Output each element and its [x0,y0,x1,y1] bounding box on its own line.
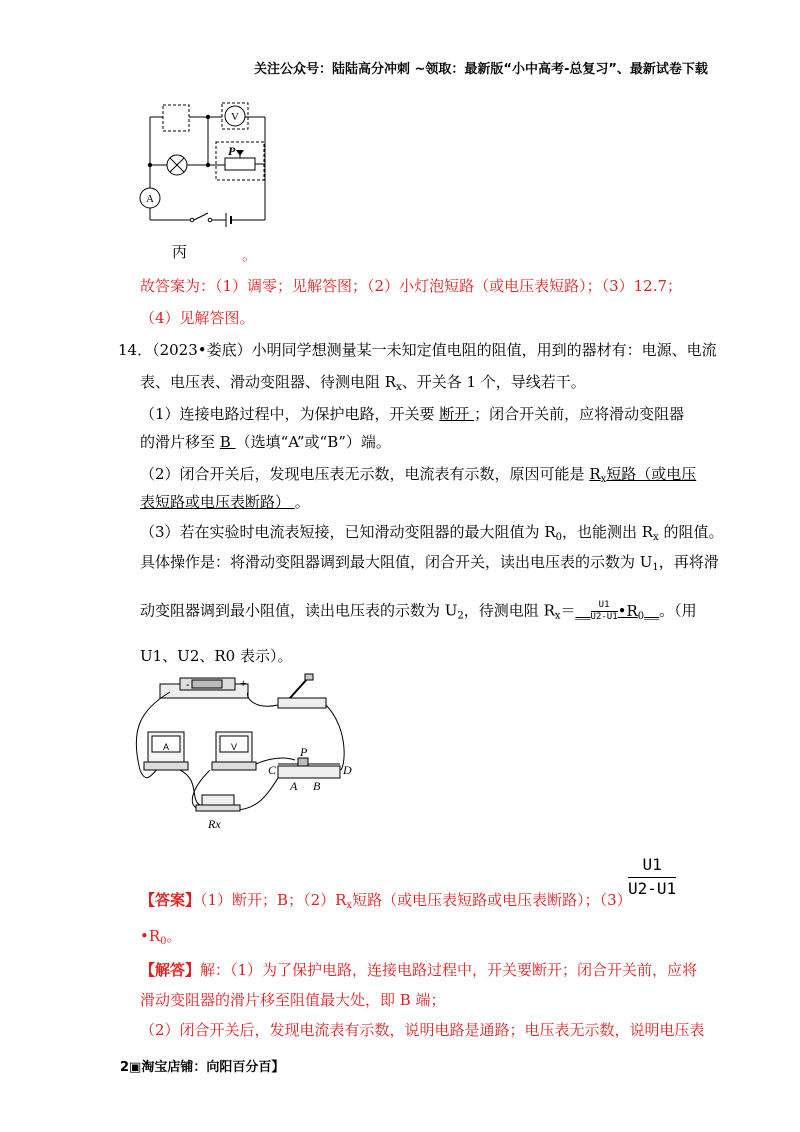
solution-14-line-1: 【解答】解：（1）为了保护电路，连接电路过程中，开关要断开；闭合开关前，应将 [140,961,698,979]
answer-13-line-1: 故答案为：（1）调零；见解答图；（2）小灯泡短路（或电压表短路）；（3）12.7； [140,277,683,295]
rheostat-label-B: B [313,779,321,793]
page-header: 关注公众号：陆陆高分冲刺 ~领取：最新版“小中高考-总复习”、最新试卷下载 [254,62,708,77]
formula-fraction: $\frac{U1}{U2-U1}$ [590,600,618,622]
battery-minus-label: - [186,679,190,691]
answer-13-line-2: （4）见解答图。 [140,309,255,327]
ammeter-face-label: A [162,742,170,752]
circuit-diagram-bing [130,95,290,265]
question-14-part-1-line-2: 的滑片移至 B （选填“A”或“B”）端。 [140,433,391,451]
resistor-label-Rx: Rx [208,817,221,831]
figure-label-bing: 丙 [172,243,188,261]
question-14-intro-line-2: 表、电压表、滑动变阻器、待测电阻 $R_x$、开关各 1 个，导线若干。 [140,373,586,393]
voltmeter-label: V [231,111,239,123]
solution-14-line-3: （2）闭合开关后，发现电流表有示数，说明电路是通路；电压表无示数，说明电压表 [140,1021,705,1039]
answer-tag: 【答案】 [140,891,201,909]
page-footer: 2▣淘宝店铺：向阳百分百】 [120,1060,285,1075]
answer-14-fraction: $\frac{U1}{U2-U1}$ [628,855,677,898]
rheostat-label-A: A [290,779,298,793]
blank-answer-3a: $R_x$短路（或电压 [589,465,697,485]
slider-label: P [228,144,236,158]
figure-trailing-period: 。 [242,246,258,264]
answer-14-line-1: 【答案】（1）断开；B；$(2)R_x$短路（或电压表短路或电压表断路）；（3） [140,891,632,911]
blank-answer-1: 断开 [439,405,475,423]
question-14-part-3-line-3: 动变阻器调到最小阻值，读出电压表的示数为 $U_2$，待测电阻 $R_x=\_\_$ $\frac{U1}{U2-U1}$ $•R_0\_\_$。（用 [140,600,697,622]
question-14-part-3-line-2: 具体操作是：将滑动变阻器调到最大阻值，闭合开关，读出电压表的示数为 $U_1$，再将滑 [140,553,719,573]
question-14-part-2-line-2: 表短路或电压表断路） 。 [140,493,310,511]
battery-plus-label: + [240,678,247,690]
question-14-part-2-line-1: （2）闭合开关后，发现电压表无示数，电流表有示数，原因可能是 $R_x$短路（或电压 [140,465,697,485]
rheostat-label-D: D [343,763,352,777]
question-14-part-1-line-1: （1）连接电路过程中，为保护电路，开关要 断开 ；闭合开关前，应将滑动变阻器 [140,405,685,423]
blank-answer-4: __ $\frac{U1}{U2-U1}$ $•R_0\_\_$ [575,600,660,622]
voltmeter-face-label: V [230,742,238,752]
apparatus-figure [130,670,350,835]
question-14-intro-line-1: 14．（2023•娄底）小明同学想测量某一未知定值电阻的阻值，用到的器材有：电源、电流 [118,341,717,359]
answer-14-line-2: $•R_0$。 [140,927,182,947]
blank-answer-2: B [219,433,236,451]
blank-answer-3b: 表短路或电压表断路） [140,493,295,511]
ammeter-label: A [146,193,154,205]
solution-tag: 【解答】 [140,961,201,979]
question-14-part-3-line-4: U1、U2、R0 表示）。 [140,647,293,665]
rheostat-label-C: C [268,763,277,777]
rheostat-label-P: P [300,745,308,759]
solution-14-line-2: 滑动变阻器的滑片移至阻值最大处，即 B 端； [140,991,446,1009]
question-14-part-3-line-1: （3）若在实验时电流表短接，已知滑动变阻器的最大阻值为 $R_0$，也能测出 $R_x$ 的阻值。 [140,523,724,543]
